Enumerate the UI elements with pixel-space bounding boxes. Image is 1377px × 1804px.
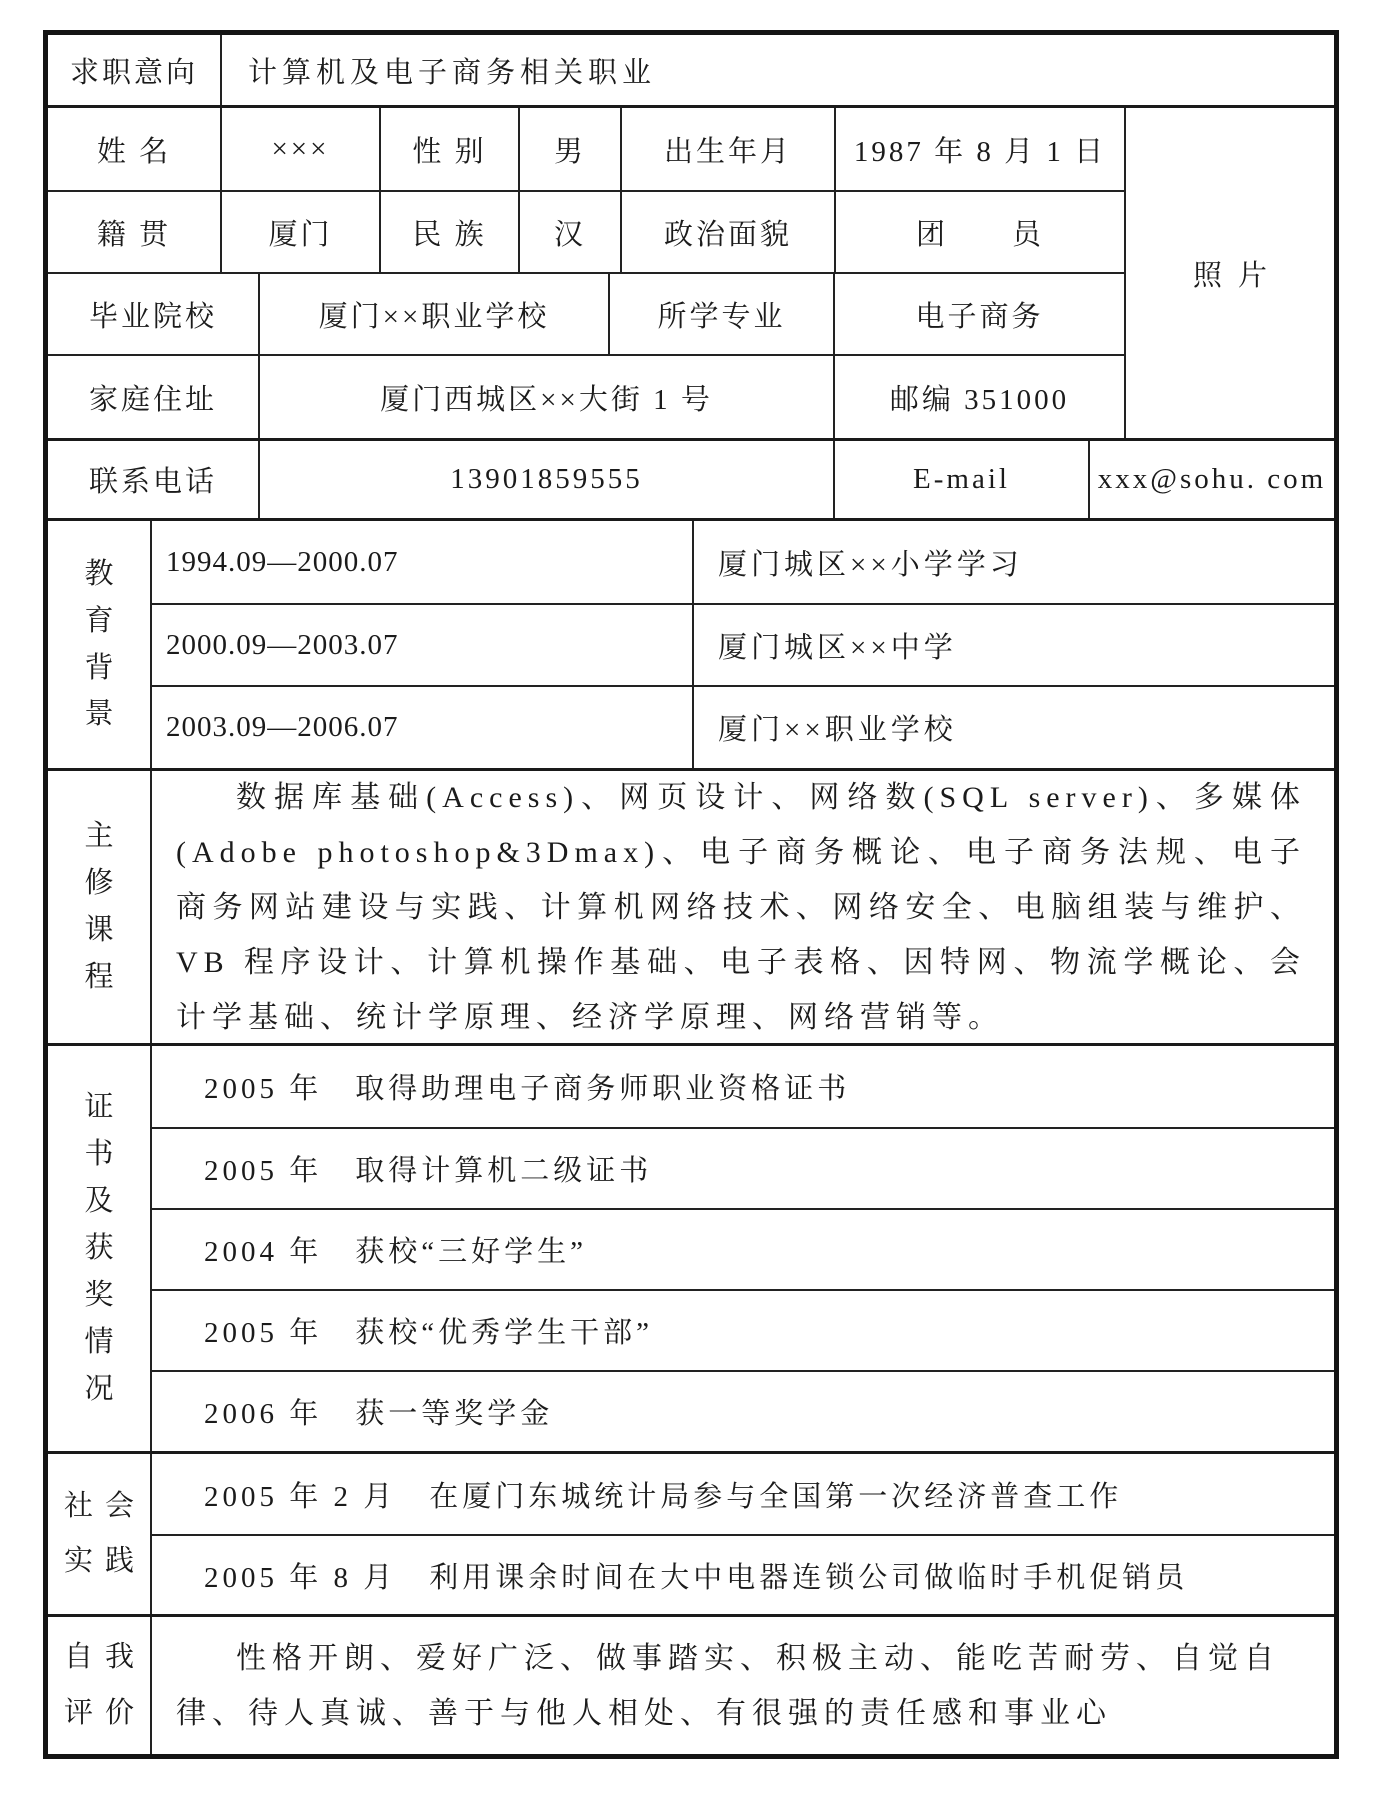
contact-row	[48, 438, 1334, 518]
certificate-text: 2005 年 取得计算机二级证书	[204, 1155, 653, 1187]
certificate-text: 2004 年 获校“三好学生”	[204, 1236, 587, 1268]
social-practice-section	[48, 1451, 1334, 1614]
education-school: 厦门城区××中学	[692, 605, 1334, 685]
address-label: 家庭住址	[88, 383, 217, 416]
certificate-row	[152, 1208, 1334, 1289]
name-row	[48, 108, 1124, 190]
job-intent-label: 求职意向	[69, 56, 198, 89]
certificate-row	[152, 1370, 1334, 1451]
social-practice-text: 2005 年 2 月 在厦门东城统计局参与全国第一次经济普查工作	[204, 1480, 1123, 1513]
education-period: 1994.09—2000.07	[166, 545, 399, 578]
major-label: 所学专业	[608, 274, 833, 354]
job-intent-value: 计算机及电子商务相关职业	[220, 35, 1334, 105]
origin-row	[48, 190, 1124, 272]
gender-label: 性 别	[379, 108, 518, 190]
political-label: 政治面貌	[620, 192, 834, 272]
certificates-section-label: 证书及获奖情况	[48, 1046, 152, 1451]
origin-value: 厦门	[220, 192, 379, 272]
courses-section-label: 主修课程	[48, 771, 152, 1043]
major-value: 电子商务	[833, 274, 1124, 354]
social-practice-row	[152, 1454, 1334, 1534]
origin-label: 籍 贯	[96, 218, 172, 251]
certificate-text: 2005 年 获校“优秀学生干部”	[204, 1317, 653, 1349]
certificate-row	[152, 1046, 1334, 1127]
self-evaluation-section	[48, 1614, 1334, 1754]
courses-text: 数据库基础(Access)、网页设计、网络数(SQL server)、多媒体(Adobe photoshop&3Dmax)、电子商务概论、电子商务法规、电子商务网站建设与实践、计算机网络技术、网络安全、电脑组装与维护、VB 程序设计、计算机操作基础、电子表格、因特网、物流学概论、会计学基础、统计学原理、经济学原理、网络营销等。	[176, 780, 1306, 1034]
grad-school-value: 厦门××职业学校	[258, 274, 608, 354]
address-row	[48, 354, 1124, 438]
school-row	[48, 272, 1124, 354]
email-label: E-mail	[833, 441, 1088, 518]
courses-section	[48, 768, 1334, 1043]
certificates-section	[48, 1043, 1334, 1451]
education-period: 2003.09—2006.07	[166, 711, 399, 743]
job-intent-row	[48, 35, 1334, 105]
social-practice-section-label: 社会实践	[48, 1454, 152, 1614]
photo-label: 照片	[1192, 259, 1283, 292]
photo-placeholder	[1124, 108, 1334, 438]
certificate-row	[152, 1127, 1334, 1208]
ethnic-value: 汉	[518, 192, 620, 272]
phone-label: 联系电话	[88, 466, 217, 498]
education-section	[48, 518, 1334, 768]
name-value: ×××	[220, 108, 379, 190]
zip-value: 邮编 351000	[833, 356, 1124, 438]
self-evaluation-text: 性格开朗、爱好广泛、做事踏实、积极主动、能吃苦耐劳、自觉自律、待人真诚、善于与他人相处、有很强的责任感和事业心	[176, 1641, 1280, 1730]
name-label: 姓 名	[96, 135, 172, 168]
political-value: 团 员	[834, 192, 1124, 272]
basic-info-block	[48, 105, 1334, 438]
education-row	[152, 685, 1334, 768]
resume-table	[43, 30, 1339, 1759]
gender-value: 男	[518, 108, 620, 190]
self-evaluation-section-label: 自我评价	[48, 1617, 152, 1754]
social-practice-text: 2005 年 8 月 利用课余时间在大中电器连锁公司做临时手机促销员	[204, 1561, 1189, 1594]
social-practice-row	[152, 1534, 1334, 1614]
birth-label: 出生年月	[620, 108, 834, 190]
phone-value: 13901859555	[258, 441, 833, 518]
grad-school-label: 毕业院校	[88, 300, 217, 333]
ethnic-label: 民 族	[379, 192, 518, 272]
email-value: xxx@sohu. com	[1088, 441, 1334, 518]
certificate-text: 2006 年 获一等奖学金	[204, 1398, 554, 1430]
education-period: 2000.09—2003.07	[166, 628, 399, 661]
education-row	[152, 603, 1334, 685]
education-school: 厦门城区××小学学习	[692, 521, 1334, 603]
education-school: 厦门××职业学校	[692, 687, 1334, 768]
birth-value: 1987 年 8 月 1 日	[834, 108, 1124, 190]
education-row	[152, 521, 1334, 603]
certificate-row	[152, 1289, 1334, 1370]
certificate-text: 2005 年 取得助理电子商务师职业资格证书	[204, 1073, 851, 1105]
address-value: 厦门西城区××大街 1 号	[258, 356, 833, 438]
education-section-label: 教育背景	[48, 521, 152, 768]
